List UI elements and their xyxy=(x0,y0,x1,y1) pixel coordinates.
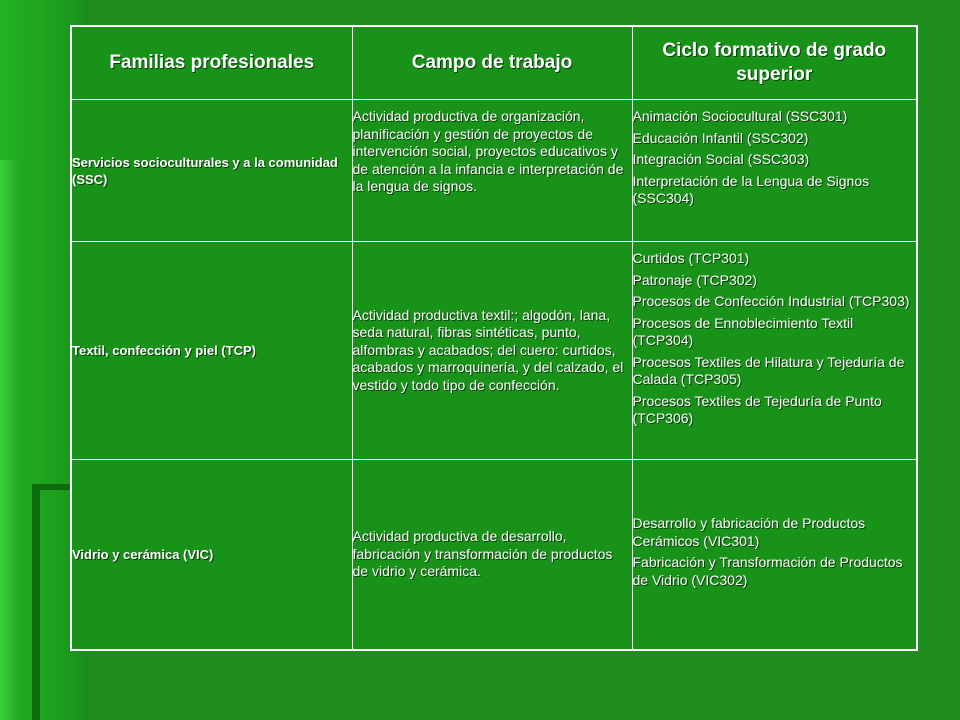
header-familias: Familias profesionales xyxy=(71,26,352,100)
campo-cell: Actividad productiva textil:; algodón, lana, seda natural, fibras sintéticas, punto, alfombras y acabados; del cuero: curtidos, acabados y marroquinería, y del calzado, el vestido y todo tipo de confección. xyxy=(352,242,632,460)
ciclo-item: Desarrollo y fabricación de Productos Cerámicos (VIC301) xyxy=(632,515,866,549)
header-row xyxy=(71,26,917,100)
familia-cell: Servicios socioculturales y a la comunidad (SSC) xyxy=(71,100,352,242)
ciclo-item: Integración Social (SSC303) xyxy=(632,151,810,167)
campo-cell: Actividad productiva de organización, planificación y gestión de proyectos de intervención social, proyectos educativos y de atención a la infancia e interpretación de la lengua de signos. xyxy=(352,100,632,242)
ciclo-item: Fabricación y Transformación de Productos de Vidrio (VIC302) xyxy=(632,554,903,588)
ciclo-item: Procesos Textiles de Tejeduría de Punto (TCP306) xyxy=(632,392,882,426)
ciclo-item: Patronaje (TCP302) xyxy=(632,271,758,288)
ciclo-item: Procesos Textiles de Hilatura y Tejeduría de Calada (TCP305) xyxy=(632,353,905,387)
header-ciclo: Ciclo formativo de grado superior xyxy=(632,26,917,100)
background-strip xyxy=(0,160,18,720)
table-row xyxy=(71,460,917,650)
ciclo-cell xyxy=(632,100,917,242)
table-row xyxy=(71,242,917,460)
ciclo-cell xyxy=(632,242,917,460)
background-decor-bar-vertical xyxy=(32,484,40,720)
ciclo-item: Animación Sociocultural (SSC301) xyxy=(632,108,848,124)
familia-cell: Vidrio y cerámica (VIC) xyxy=(71,460,352,650)
campo-cell: Actividad productiva de desarrollo, fabricación y transformación de productos de vidrio y cerámica. xyxy=(352,460,632,650)
professional-families-table xyxy=(70,25,918,651)
ciclo-cell xyxy=(632,460,917,650)
ciclo-item: Interpretación de la Lengua de Signos (SSC304) xyxy=(632,172,870,206)
familia-cell: Textil, confección y piel (TCP) xyxy=(71,242,352,460)
ciclo-item: Procesos de Ennoblecimiento Textil (TCP304) xyxy=(632,314,854,348)
header-campo: Campo de trabajo xyxy=(352,26,632,100)
ciclo-item: Educación Infantil (SSC302) xyxy=(632,129,809,146)
ciclo-item: Curtidos (TCP301) xyxy=(632,250,750,266)
table-row xyxy=(71,100,917,242)
ciclo-item: Procesos de Confección Industrial (TCP303) xyxy=(632,293,910,309)
